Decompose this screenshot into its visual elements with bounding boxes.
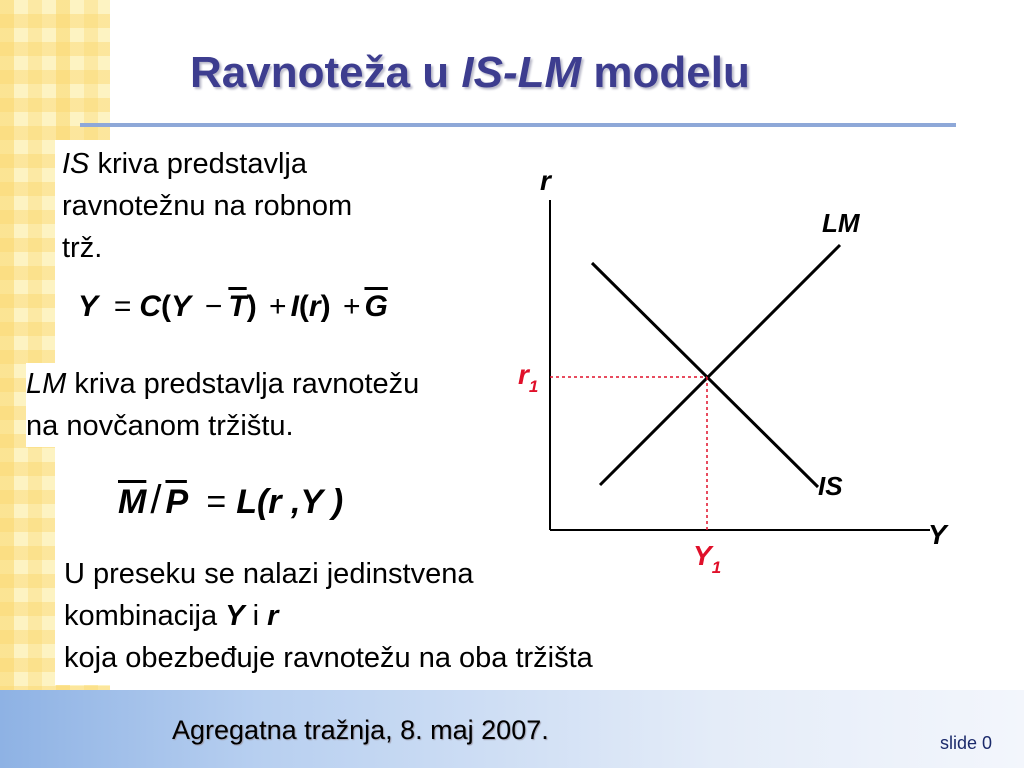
conclusion-line2: kombinacija bbox=[64, 600, 226, 632]
is-line2: ravnotežnu na robnom bbox=[62, 190, 353, 222]
eq-l: L bbox=[236, 483, 257, 521]
title-suffix: modelu bbox=[581, 48, 750, 97]
footer-text: Agregatna tražnja, 8. maj 2007. bbox=[172, 715, 549, 745]
title-divider bbox=[80, 123, 956, 127]
is-description bbox=[62, 143, 352, 269]
eq-args: (r ,Y ) bbox=[256, 483, 344, 521]
eq-equals2: = bbox=[206, 483, 227, 521]
y-axis-label: r bbox=[540, 165, 551, 196]
is-term: IS bbox=[62, 148, 90, 180]
eq-y: Y bbox=[78, 290, 98, 323]
conclusion-line1: U preseku se nalazi jedinstvena bbox=[64, 558, 474, 590]
eq-close: ) bbox=[246, 290, 257, 323]
lm-line1: kriva predstavlja ravnotežu bbox=[66, 368, 420, 400]
eq-open2: ( bbox=[298, 290, 309, 323]
is-line3: trž. bbox=[62, 232, 103, 264]
eq-equals: = bbox=[113, 290, 132, 323]
eq-i: I bbox=[290, 290, 299, 323]
is-label: IS bbox=[818, 471, 843, 501]
slide-title bbox=[190, 48, 750, 98]
conclusion-line3: koja obezbeđuje ravnotežu na oba tržišta bbox=[64, 642, 593, 674]
eq-m: $\overline{M}$ bbox=[118, 483, 147, 521]
slide-number: slide 0 bbox=[940, 733, 993, 753]
islm-diagram bbox=[500, 160, 970, 590]
eq-t: $\overline{T}$ bbox=[228, 290, 247, 323]
eq-plus1: + bbox=[269, 290, 287, 323]
eq-c: C bbox=[139, 290, 162, 323]
lm-equation bbox=[118, 478, 343, 523]
r1-label: $r_1$ bbox=[518, 359, 539, 396]
conclusion-r: r bbox=[267, 600, 279, 632]
conclusion-and: i bbox=[244, 600, 268, 632]
is-equation bbox=[78, 290, 388, 324]
is-curve bbox=[592, 263, 818, 487]
conclusion-y: Y bbox=[225, 600, 245, 632]
lm-curve bbox=[600, 245, 840, 485]
eq-g: $\overline{G}$ bbox=[364, 290, 388, 323]
lm-term: LM bbox=[26, 368, 67, 400]
eq-r: r bbox=[308, 290, 321, 323]
eq-plus2: + bbox=[342, 290, 361, 323]
eq-open: ( bbox=[161, 290, 172, 323]
is-line1: kriva predstavlja bbox=[89, 148, 307, 180]
y1-label: $Y_1$ bbox=[693, 540, 722, 577]
eq-slash: / bbox=[150, 478, 162, 522]
x-axis-label: Y bbox=[928, 519, 947, 550]
title-italic: IS-LM bbox=[461, 48, 582, 97]
eq-close2: ) bbox=[320, 290, 331, 323]
lm-description bbox=[26, 363, 423, 447]
eq-y2: Y bbox=[171, 290, 191, 323]
title-prefix: Ravnoteža u bbox=[190, 48, 462, 97]
eq-minus: − bbox=[204, 290, 223, 323]
lm-line2: na novčanom tržištu. bbox=[26, 410, 294, 442]
eq-p: $\overline{P}$ bbox=[165, 483, 187, 521]
lm-label: LM bbox=[822, 208, 860, 238]
